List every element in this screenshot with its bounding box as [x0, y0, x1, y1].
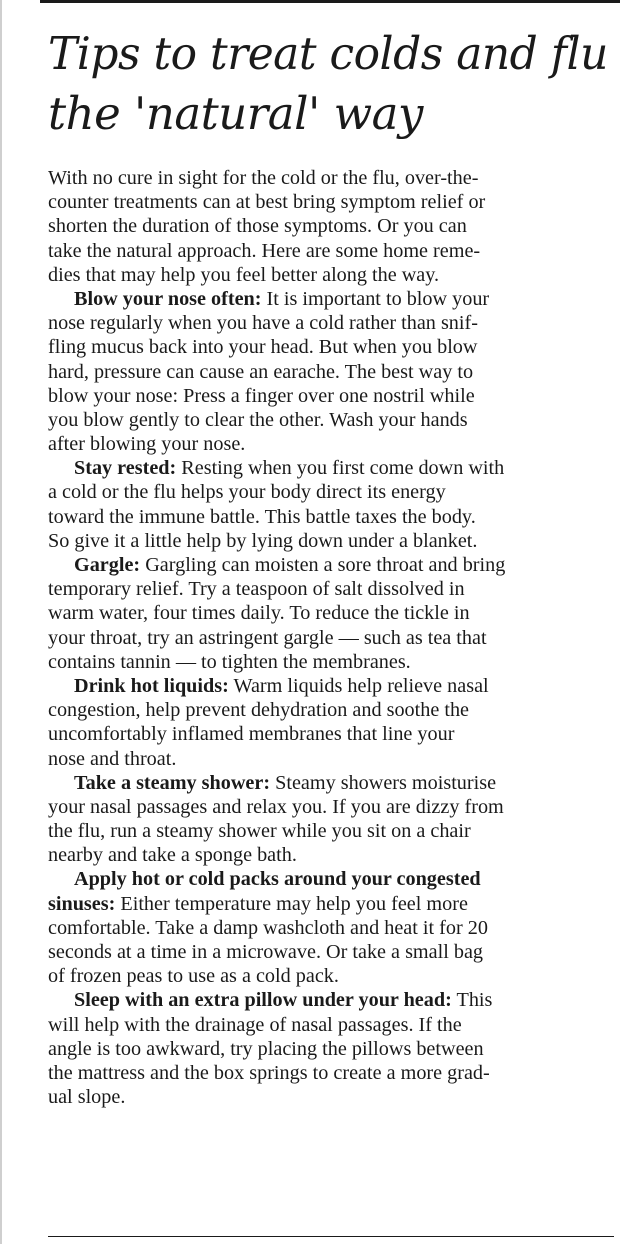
- text-line: [48, 456, 614, 480]
- line-text: Gargling can moisten a sore throat and bring: [140, 554, 506, 576]
- line-text: shorten the duration of those symptoms. Or you can: [48, 215, 467, 238]
- text-line: [48, 432, 614, 456]
- line-text: hard, pressure can cause an earache. The best way to: [48, 360, 474, 383]
- text-line: [48, 505, 614, 529]
- bottom-rule: [48, 1236, 614, 1237]
- tip-heading: Gargle:: [74, 554, 141, 576]
- text-line: [48, 1037, 614, 1061]
- text-line: [48, 214, 614, 238]
- line-text: the flu, run a steamy shower while you sit on a chair: [48, 820, 471, 843]
- text-line: [48, 988, 614, 1012]
- line-text: fling mucus back into your head. But when you blow: [48, 336, 478, 359]
- text-line: [48, 795, 614, 819]
- tip-heading: sinuses:: [48, 892, 116, 915]
- line-text: nearby and take a sponge bath.: [48, 844, 297, 867]
- line-text: comfortable. Take a damp washcloth and heat it for 20: [48, 916, 488, 939]
- title-line: the 'natural' way: [48, 87, 423, 140]
- text-line: [48, 190, 614, 214]
- tip-heading: Take a steamy shower:: [74, 771, 271, 794]
- text-line: [48, 916, 614, 940]
- text-line: [48, 747, 614, 771]
- line-text: With no cure in sight for the cold or the flu, over-the-: [48, 167, 479, 189]
- tip-heading: Apply hot or cold packs around your congested: [74, 868, 481, 891]
- line-text: nose and throat.: [48, 747, 177, 770]
- title-line: Tips to treat colds and flu: [48, 27, 608, 80]
- text-line: [48, 940, 614, 964]
- text-line: [48, 553, 614, 577]
- text-line: [48, 480, 614, 504]
- tip-paragraph: [48, 553, 614, 674]
- text-line: [48, 287, 614, 311]
- line-text: uncomfortably inflamed membranes that line your: [48, 723, 455, 746]
- text-line: [48, 698, 614, 722]
- text-line: [48, 263, 614, 287]
- text-line: [48, 311, 614, 335]
- line-text: toward the immune battle. This battle taxes the body.: [48, 505, 476, 528]
- text-line: [48, 577, 614, 601]
- top-rule: [40, 0, 620, 3]
- tip-paragraph: [48, 456, 614, 553]
- line-text: This: [451, 989, 493, 1012]
- tip-heading: Blow your nose often:: [74, 287, 262, 310]
- line-text: will help with the drainage of nasal passages. If the: [48, 1013, 462, 1036]
- tip-paragraph: [48, 674, 614, 771]
- line-text: ual slope.: [48, 1086, 126, 1109]
- tip-heading: Sleep with an extra pillow under your head:: [74, 989, 452, 1012]
- text-line: [48, 843, 614, 867]
- text-line: [48, 819, 614, 843]
- article-title: [48, 24, 608, 144]
- text-line: [48, 1061, 614, 1085]
- line-text: Resting when you first come down with: [176, 457, 505, 480]
- text-line: [48, 384, 614, 408]
- line-text: seconds at a time in a microwave. Or take a small bag: [48, 941, 483, 963]
- tip-paragraph: [48, 867, 614, 988]
- tip-paragraph: [48, 988, 614, 1109]
- text-line: [48, 771, 614, 795]
- text-line: [48, 867, 614, 891]
- text-line: [48, 601, 614, 625]
- article-body: [48, 166, 614, 1109]
- line-text: nose regularly when you have a cold rather than snif-: [48, 312, 478, 335]
- line-text: congestion, help prevent dehydration and soothe the: [48, 699, 470, 722]
- text-line: [48, 166, 614, 190]
- text-line: [48, 626, 614, 650]
- line-text: after blowing your nose.: [48, 433, 246, 456]
- text-line: [48, 239, 614, 263]
- page-edge: [0, 0, 2, 1244]
- tip-paragraph: [48, 287, 614, 456]
- line-text: warm water, four times daily. To reduce the tickle in: [48, 602, 470, 625]
- tip-heading: Stay rested:: [74, 457, 177, 480]
- line-text: Steamy showers moisturise: [270, 771, 497, 794]
- line-text: the mattress and the box springs to create a more grad-: [48, 1061, 490, 1084]
- text-line: [48, 335, 614, 359]
- line-text: you blow gently to clear the other. Wash your hands: [48, 408, 468, 431]
- text-line: [48, 1013, 614, 1037]
- line-text: contains tannin — to tighten the membranes.: [48, 650, 411, 673]
- text-line: [48, 1085, 614, 1109]
- line-text: your nasal passages and relax you. If you are dizzy from: [48, 795, 504, 818]
- text-line: [48, 722, 614, 746]
- tip-paragraph: [48, 771, 614, 868]
- intro-paragraph: [48, 166, 614, 287]
- line-text: Either temperature may help you feel more: [115, 892, 468, 915]
- line-text: counter treatments can at best bring symptom relief or: [48, 191, 486, 214]
- line-text: So give it a little help by lying down under a blanket.: [48, 529, 478, 552]
- text-line: [48, 892, 614, 916]
- line-text: temporary relief. Try a teaspoon of salt dissolved in: [48, 578, 465, 601]
- text-line: [48, 674, 614, 698]
- line-text: take the natural approach. Here are some home reme-: [48, 239, 481, 262]
- text-line: [48, 529, 614, 553]
- text-line: [48, 964, 614, 988]
- line-text: dies that may help you feel better along the way.: [48, 263, 440, 286]
- text-line: [48, 650, 614, 674]
- line-text: It is important to blow your: [261, 287, 490, 310]
- text-line: [48, 360, 614, 384]
- line-text: angle is too awkward, try placing the pillows between: [48, 1037, 484, 1060]
- line-text: of frozen peas to use as a cold pack.: [48, 965, 339, 988]
- line-text: your throat, try an astringent gargle — such as tea that: [48, 626, 487, 649]
- line-text: a cold or the flu helps your body direct its energy: [48, 481, 446, 504]
- line-text: Warm liquids help relieve nasal: [228, 674, 489, 697]
- text-line: [48, 408, 614, 432]
- line-text: blow your nose: Press a finger over one nostril while: [48, 384, 475, 407]
- tip-heading: Drink hot liquids:: [74, 674, 229, 697]
